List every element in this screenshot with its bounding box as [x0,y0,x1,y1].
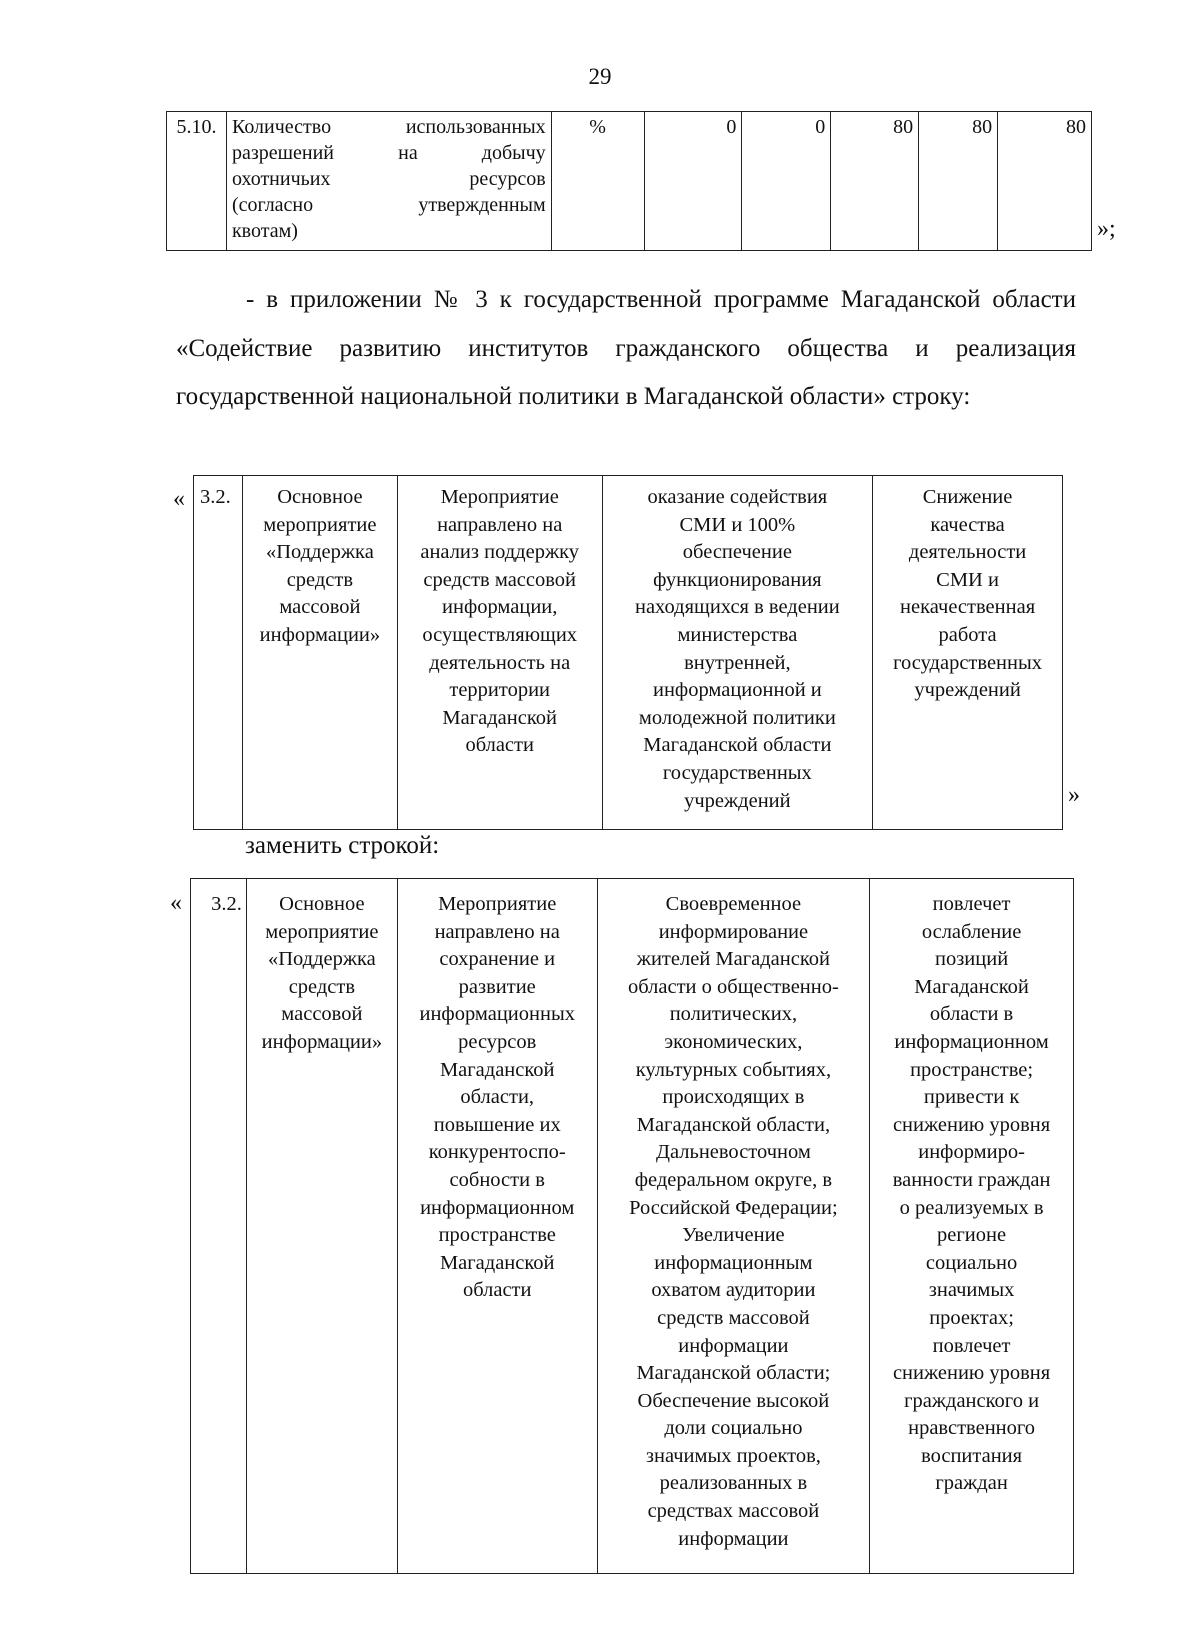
cell-line: снижению уровня [892,1113,1051,1136]
replace-text: заменить строкой: [245,832,440,859]
unit-cell: % [551,112,644,251]
cell-line: СМИ и [936,568,999,591]
cell-line: внутренней, [684,651,791,674]
cell-line: Магаданской области, [636,1113,831,1136]
cell-line: осуществляющих [422,623,578,646]
cell-line: оказание содействия [647,486,828,508]
cell-line: регионе [937,1224,1007,1247]
cell-line: массовой [279,596,361,619]
cell-line: информации [678,1334,789,1357]
cell-line: области [462,1279,532,1302]
measure-name [242,476,397,830]
cell-line: анализ поддержку [420,541,580,564]
cell-line: конкурентоспо- [428,1141,566,1164]
cell-line: направлено на [437,513,563,536]
cell-line: средств [286,568,354,591]
cell-line: информации [678,1527,789,1550]
cell-line: проектах; [929,1306,1014,1329]
cell-line: СМИ и 100% [679,513,796,536]
open-quote: « [173,486,185,512]
cell-line: Магаданской [442,706,557,729]
indicator-table [166,111,1092,251]
cell-line: мероприятие [263,513,377,536]
cell-line: Магаданской области [643,734,832,757]
cell-line: доли социально [664,1417,803,1440]
name-line: квотам) [231,220,298,242]
cell-line: работа [938,623,997,646]
name-line: (согласно утвержденным [231,194,546,216]
cell-line: средств [288,975,356,998]
cell-line: происходящих в [662,1086,805,1109]
indicator-name [226,112,551,251]
cell-line: повлечет [932,893,1011,915]
cell-line: привести к [923,1086,1020,1109]
name-line: Количество использованных [231,116,546,138]
value-cell: 0 [742,112,831,251]
cell-line: области в [929,1003,1014,1026]
value-cell: 80 [831,112,919,251]
cell-line: Увеличение [682,1224,785,1247]
cell-line: воспитания [921,1444,1023,1467]
cell-line: информирование [658,920,809,943]
cell-line: Основное [277,486,363,508]
cell-line: деятельности [908,541,1027,564]
cell-line: Дальневосточном [655,1141,811,1164]
cell-line: жителей Магаданской [636,948,830,971]
cell-line: обеспечение [682,541,792,564]
open-quote: « [170,890,182,916]
cell-line: информационном [894,1030,1049,1053]
cell-line: позиций [934,948,1009,971]
cell-line: области о общественно- [627,975,839,998]
cell-line: Магаданской [914,975,1029,998]
cell-line: молодежной политики [638,706,836,729]
old-row-table [193,475,1063,830]
cell-line: учреждений [684,789,791,812]
cell-line: средств массовой [657,1306,810,1329]
row-number: 5.10. [167,112,227,251]
cell-line: повышение их [433,1113,561,1136]
cell-line: учреждений [914,679,1021,702]
cell-line: информации, [442,596,558,619]
table-row [191,879,1074,1574]
cell-line: охватом аудитории [651,1279,816,1302]
measure-name [246,879,397,1574]
new-row-table [190,878,1074,1574]
cell-line: снижению уровня [892,1362,1051,1385]
cell-line: значимых [928,1279,1015,1302]
cell-line: гражданского и [904,1389,1040,1412]
close-quote: » [1068,782,1080,808]
cell-line: развитие [458,975,536,998]
cell-line: пространстве [438,1224,556,1247]
measure-purpose [397,476,602,830]
cell-line: информации» [261,1030,383,1053]
cell-line: министерства [677,623,798,646]
value-cell: 80 [998,112,1092,251]
cell-line: «Поддержка [265,541,374,564]
cell-line: нравственного [908,1417,1036,1440]
cell-line: области, [460,1086,535,1109]
cell-line: Мероприятие [438,893,557,915]
cell-line: Снижение [922,486,1013,508]
cell-line: собности в [449,1168,545,1191]
cell-line: некачественная [900,596,1036,619]
cell-line: функционирования [653,568,822,591]
cell-line: государственных [662,761,812,784]
cell-line: Мероприятие [440,486,559,508]
cell-line: значимых проектов, [645,1444,821,1467]
cell-line: информационной и [652,679,822,702]
page-number: 29 [588,64,612,89]
measure-consequence [873,476,1063,830]
row-number [191,879,247,1574]
cell-line: ванности граждан [892,1168,1051,1191]
num-text: 3.2. [211,893,242,915]
cell-line: культурных событиях, [635,1058,832,1081]
close-quote: »; [1097,216,1116,242]
cell-line: реализованных в [659,1472,808,1495]
cell-line: направлено на [434,920,560,943]
cell-line: экономических, [664,1030,803,1053]
cell-line: федеральном округе, в [634,1168,833,1191]
cell-line: граждан [935,1472,1008,1495]
row-number [194,476,243,830]
cell-line: «Поддержка [267,948,376,971]
cell-line: средств массовой [423,568,576,591]
amendment-paragraph: - в приложении № 3 к государственной программе Магаданской области «Содействие развитию институтов гражданского общества и реализация государственной национальной политики в Магаданской области» строку: [176,286,1076,410]
cell-line: мероприятие [265,920,379,943]
cell-line: Магаданской области; [636,1362,831,1385]
cell-line: повлечет [932,1334,1011,1357]
cell-line: информации» [259,623,381,646]
cell-line: политических, [669,1003,798,1026]
cell-line: территории [449,679,551,702]
cell-line: Российской Федерации; [629,1196,838,1219]
cell-line: сохранение и [439,948,556,971]
cell-line: информационном [420,1196,575,1219]
value-cell: 0 [644,112,742,251]
measure-result [602,476,873,830]
cell-line: области [465,734,534,757]
cell-line: Основное [279,893,365,915]
cell-line: массовой [281,1003,363,1026]
cell-line: ресурсов [458,1030,537,1053]
name-line: охотничьих ресурсов [231,168,546,190]
cell-line: средствах массовой [647,1500,820,1523]
table-row [194,476,1063,830]
cell-line: ослабление [921,920,1022,943]
measure-consequence [870,879,1074,1574]
cell-line: деятельность на [429,651,571,674]
cell-line: Магаданской [439,1251,555,1274]
cell-line: о реализуемых в [899,1196,1044,1219]
table-row [167,112,1092,251]
cell-line: Своевременное [665,893,802,915]
cell-line: пространстве; [910,1058,1034,1081]
cell-line: социально [925,1251,1018,1274]
value-cell: 80 [919,112,998,251]
num-text: 3.2. [200,486,231,508]
cell-line: государственных [893,651,1043,674]
cell-line: качества [930,513,1005,536]
name-line: разрешений на добычу [231,142,546,164]
cell-line: Магаданской [439,1058,555,1081]
cell-line: информиро- [918,1141,1025,1164]
cell-line: информационных [419,1003,575,1026]
cell-line: находящихся в ведении [634,596,840,619]
cell-line: информационным [654,1251,813,1274]
measure-result [597,879,870,1574]
measure-purpose [397,879,597,1574]
cell-line: Обеспечение высокой [637,1389,830,1412]
